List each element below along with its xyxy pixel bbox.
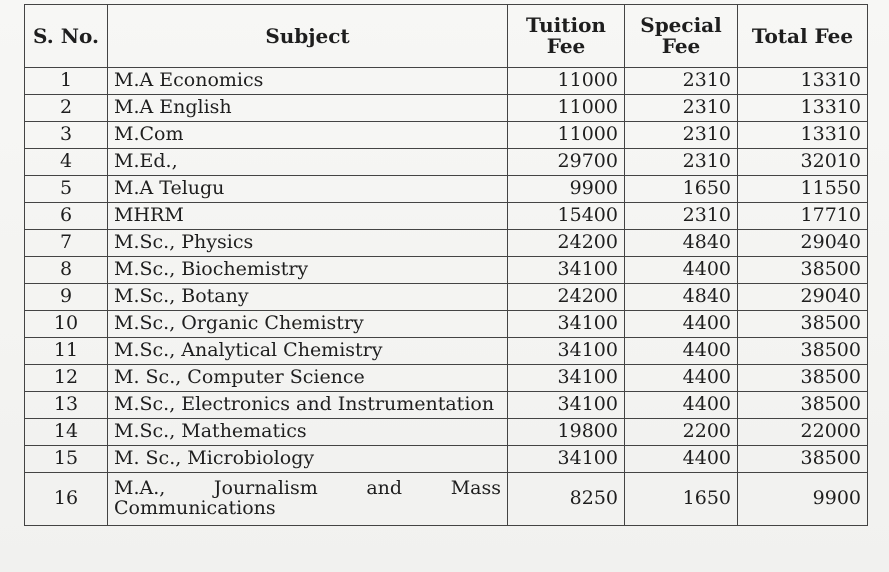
cell-tuition-fee: 11000 xyxy=(508,95,625,122)
cell-total-fee: 13310 xyxy=(738,122,868,149)
cell-tuition-fee: 24200 xyxy=(508,230,625,257)
cell-tuition-fee: 34100 xyxy=(508,338,625,365)
cell-sno: 15 xyxy=(25,446,108,473)
cell-sno: 3 xyxy=(25,122,108,149)
cell-sno: 10 xyxy=(25,311,108,338)
subject-line1 xyxy=(114,479,501,499)
cell-total-fee: 38500 xyxy=(738,446,868,473)
cell-total-fee: 38500 xyxy=(738,365,868,392)
table-row xyxy=(25,392,868,419)
cell-sno: 14 xyxy=(25,419,108,446)
table-row xyxy=(25,419,868,446)
cell-subject: M.A English xyxy=(108,95,508,122)
header-special-line2: Fee xyxy=(661,34,701,58)
header-tuition-line1: Tuition xyxy=(526,13,606,37)
table-row xyxy=(25,230,868,257)
header-subject: Subject xyxy=(108,5,508,68)
cell-sno: 6 xyxy=(25,203,108,230)
cell-subject: M. Sc., Computer Science xyxy=(108,365,508,392)
cell-special-fee: 4400 xyxy=(625,446,738,473)
cell-tuition-fee: 11000 xyxy=(508,122,625,149)
table-row xyxy=(25,203,868,230)
cell-total-fee: 13310 xyxy=(738,68,868,95)
cell-total-fee: 38500 xyxy=(738,311,868,338)
cell-subject: M.Sc., Organic Chemistry xyxy=(108,311,508,338)
table-body xyxy=(25,68,868,526)
table-row xyxy=(25,95,868,122)
cell-tuition-fee: 8250 xyxy=(508,473,625,526)
cell-total-fee: 38500 xyxy=(738,392,868,419)
subject-word: Journalism xyxy=(213,477,318,500)
cell-subject: M.A Telugu xyxy=(108,176,508,203)
cell-total-fee: 38500 xyxy=(738,338,868,365)
cell-subject: M.Sc., Botany xyxy=(108,284,508,311)
cell-total-fee: 32010 xyxy=(738,149,868,176)
table-row xyxy=(25,311,868,338)
table-row xyxy=(25,446,868,473)
fee-table xyxy=(24,4,868,526)
subject-word: and xyxy=(366,477,403,500)
cell-sno: 4 xyxy=(25,149,108,176)
subject-line2: Communications xyxy=(114,497,276,519)
cell-total-fee: 22000 xyxy=(738,419,868,446)
table-row xyxy=(25,122,868,149)
cell-total-fee: 17710 xyxy=(738,203,868,230)
cell-total-fee: 13310 xyxy=(738,95,868,122)
cell-total-fee: 9900 xyxy=(738,473,868,526)
cell-special-fee: 4400 xyxy=(625,257,738,284)
cell-special-fee: 2310 xyxy=(625,203,738,230)
cell-subject: M.Sc., Physics xyxy=(108,230,508,257)
header-special-fee xyxy=(625,5,738,68)
cell-subject: MHRM xyxy=(108,203,508,230)
cell-total-fee: 11550 xyxy=(738,176,868,203)
cell-special-fee: 4840 xyxy=(625,230,738,257)
cell-tuition-fee: 29700 xyxy=(508,149,625,176)
cell-subject: M.Sc., Mathematics xyxy=(108,419,508,446)
cell-sno: 2 xyxy=(25,95,108,122)
cell-tuition-fee: 34100 xyxy=(508,311,625,338)
table-row xyxy=(25,365,868,392)
header-tuition-fee xyxy=(508,5,625,68)
table-row xyxy=(25,473,868,526)
cell-total-fee: 29040 xyxy=(738,284,868,311)
cell-special-fee: 2310 xyxy=(625,95,738,122)
cell-subject: M. Sc., Microbiology xyxy=(108,446,508,473)
cell-subject: M.Sc., Analytical Chemistry xyxy=(108,338,508,365)
cell-tuition-fee: 11000 xyxy=(508,68,625,95)
subject-word: M.A., xyxy=(114,477,166,500)
cell-special-fee: 1650 xyxy=(625,176,738,203)
cell-special-fee: 4400 xyxy=(625,392,738,419)
header-total-fee: Total Fee xyxy=(738,5,868,68)
cell-tuition-fee: 34100 xyxy=(508,365,625,392)
header-tuition-line2: Fee xyxy=(546,34,586,58)
cell-special-fee: 4400 xyxy=(625,338,738,365)
header-row xyxy=(25,5,868,68)
table-row xyxy=(25,149,868,176)
cell-total-fee: 38500 xyxy=(738,257,868,284)
cell-sno: 5 xyxy=(25,176,108,203)
cell-subject: M.Com xyxy=(108,122,508,149)
cell-sno: 13 xyxy=(25,392,108,419)
cell-special-fee: 1650 xyxy=(625,473,738,526)
table-row xyxy=(25,338,868,365)
cell-sno: 8 xyxy=(25,257,108,284)
cell-sno: 9 xyxy=(25,284,108,311)
cell-sno: 1 xyxy=(25,68,108,95)
cell-subject xyxy=(108,473,508,526)
cell-total-fee: 29040 xyxy=(738,230,868,257)
cell-special-fee: 4840 xyxy=(625,284,738,311)
cell-tuition-fee: 24200 xyxy=(508,284,625,311)
header-sno: S. No. xyxy=(25,5,108,68)
cell-sno: 12 xyxy=(25,365,108,392)
table-row xyxy=(25,257,868,284)
cell-tuition-fee: 15400 xyxy=(508,203,625,230)
cell-special-fee: 2310 xyxy=(625,149,738,176)
cell-sno: 11 xyxy=(25,338,108,365)
cell-tuition-fee: 9900 xyxy=(508,176,625,203)
cell-special-fee: 2310 xyxy=(625,68,738,95)
cell-sno: 16 xyxy=(25,473,108,526)
table-row xyxy=(25,176,868,203)
cell-subject: M.A Economics xyxy=(108,68,508,95)
table-row xyxy=(25,284,868,311)
cell-special-fee: 2200 xyxy=(625,419,738,446)
cell-tuition-fee: 34100 xyxy=(508,392,625,419)
cell-tuition-fee: 19800 xyxy=(508,419,625,446)
cell-special-fee: 4400 xyxy=(625,365,738,392)
cell-sno: 7 xyxy=(25,230,108,257)
cell-tuition-fee: 34100 xyxy=(508,257,625,284)
cell-subject: M.Ed., xyxy=(108,149,508,176)
cell-special-fee: 2310 xyxy=(625,122,738,149)
cell-tuition-fee: 34100 xyxy=(508,446,625,473)
table-row xyxy=(25,68,868,95)
subject-word: Mass xyxy=(450,477,501,500)
cell-special-fee: 4400 xyxy=(625,311,738,338)
cell-subject: M.Sc., Electronics and Instrumentation xyxy=(108,392,508,419)
header-special-line1: Special xyxy=(640,13,722,37)
cell-subject: M.Sc., Biochemistry xyxy=(108,257,508,284)
